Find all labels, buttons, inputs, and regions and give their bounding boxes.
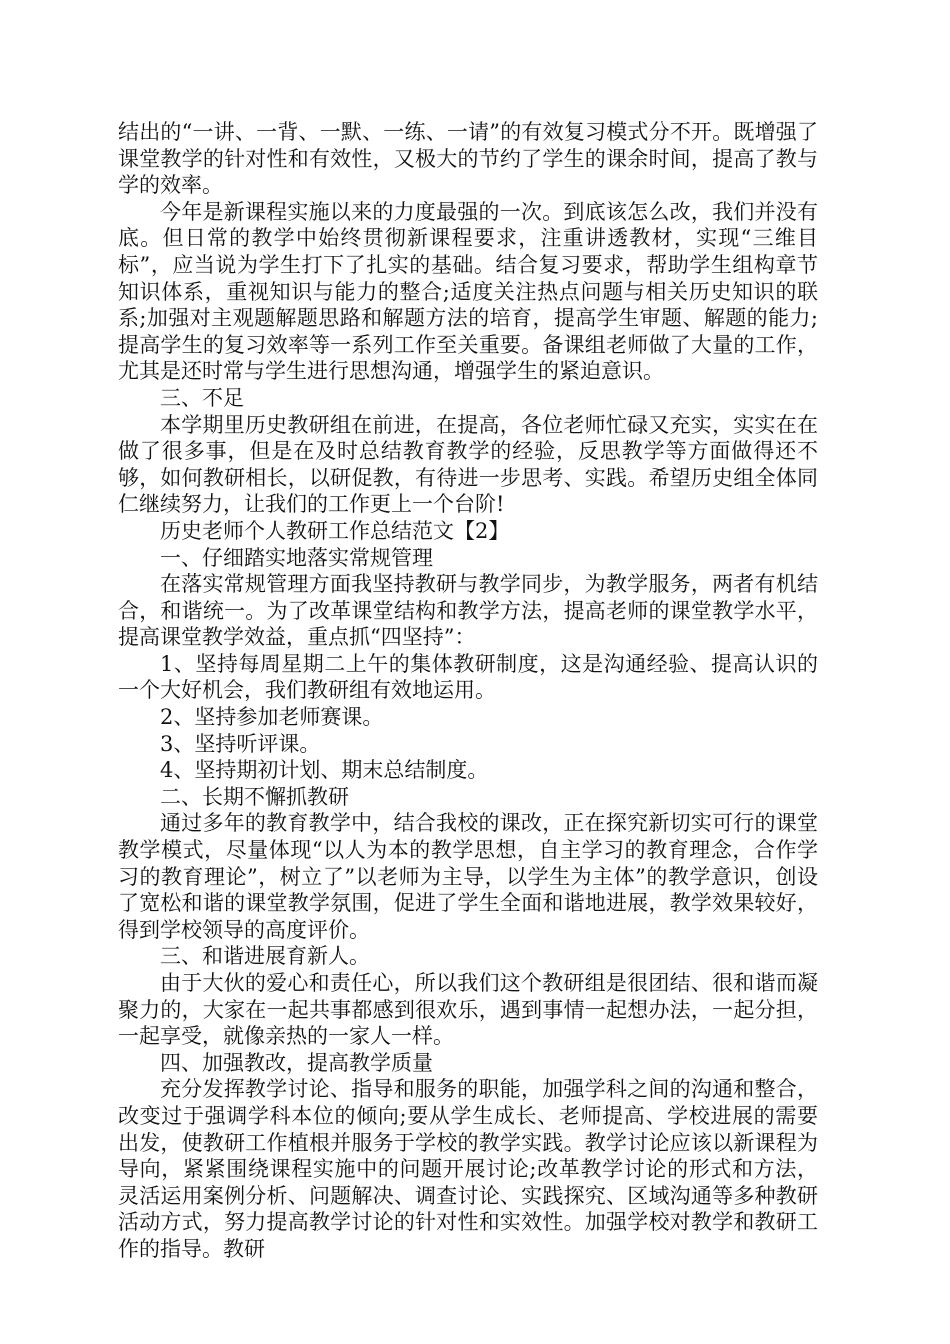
list-item-1: 1、坚持每周星期二上午的集体教研制度，这是沟通经验、提高认识的一个大好机会，我们教研组有效地运用。 bbox=[118, 651, 818, 703]
list-item-4: 4、坚持期初计划、期末总结制度。 bbox=[160, 758, 489, 783]
article-title-2: 历史老师个人教研工作总结范文【2】 bbox=[160, 518, 510, 543]
paragraph-new-curriculum: 今年是新课程实施以来的力度最强的一次。到底该怎么改，我们并没有底。但日常的教学中始终贯彻新课程要求，注重讲透教材，实现“三维目标”，应当说为学生打下了扎实的基础。结合复习要求，帮助学生组构章节知识体系，重视知识与能力的整合;适度关注热点问题与相关历史知识的联系;加强对主观题解题思路和解题方法的培育，提高学生审题、解题的能力;提高学生的复习效率等一系列工作至关重要。备课组老师做了大量的工作，尤其是还时常与学生进行思想沟通，增强学生的紧迫意识。 bbox=[118, 199, 818, 384]
list-item-2: 2、坚持参加老师赛课。 bbox=[160, 705, 384, 730]
paragraph-teaching-research: 通过多年的教育教学中，结合我校的课改，正在探究新切实可行的课堂教学模式，尽量体现“以人为本的教学思想，自主学习的教育理念，合作学习的教育理论”，树立了”以老师为主导，以学生为主体”的教学意识，创设了宽松和谐的课堂教学氛围，促进了学生全面和谐地进展，教学效果较好，得到学校领导的高度评价。 bbox=[118, 811, 818, 942]
paragraph-routine-management: 在落实常规管理方面我坚持教研与教学同步，为教学服务，两者有机结合，和谐统一。为了改革课堂结构和教学方法，提高老师的课堂教学水平，提高课堂教学效益，重点抓“四坚持”： bbox=[118, 572, 818, 650]
heading-routine-management: 一、仔细踏实地落实常规管理 bbox=[160, 545, 433, 570]
list-item-3: 3、坚持听评课。 bbox=[160, 731, 321, 756]
heading-teaching-research: 二、长期不懈抓教研 bbox=[160, 784, 349, 809]
heading-shortcomings: 三、不足 bbox=[160, 385, 244, 410]
document-body bbox=[118, 119, 818, 1263]
paragraph-teaching-reform: 充分发挥教学讨论、指导和服务的职能，加强学科之间的沟通和整合，改变过于强调学科本位的倾向;要从学生成长、老师提高、学校进展的需要出发，使教研工作植根并服务于学校的教学实践。教学讨论应该以新课程为导向，紧紧围绕课程实施中的问题开展讨论;改革教学讨论的形式和方法，灵活运用案例分析、问题解决、调查讨论、实践探究、区域沟通等多种教研活动方式，努力提高教学讨论的针对性和实效性。加强学校对教学和教研工作的指导。教研 bbox=[118, 1077, 818, 1261]
paragraph-harmonious-development: 由于大伙的爱心和责任心，所以我们这个教研组是很团结、很和谐而凝聚力的，大家在一起共事都感到很欢乐，遇到事情一起想办法，一起分担，一起享受，就像亲热的一家人一样。 bbox=[118, 971, 818, 1049]
paragraph-shortcomings: 本学期里历史教研组在前进，在提高，各位老师忙碌又充实，实实在在做了很多事，但是在及时总结教育教学的经验，反思教学等方面做得还不够，如何教研相长，以研促教，有待进一步思考、实践。希望历史组全体同仁继续努力，让我们的工作更上一个台阶! bbox=[118, 412, 818, 517]
heading-harmonious-development: 三、和谐进展育新人。 bbox=[160, 944, 370, 969]
heading-teaching-reform: 四、加强教改，提高教学质量 bbox=[160, 1050, 433, 1075]
paragraph-intro: 结出的“一讲、一背、一默、一练、一请”的有效复习模式分不开。既增强了课堂教学的针对性和有效性，又极大的节约了学生的课余时间，提高了教与学的效率。 bbox=[118, 120, 818, 198]
